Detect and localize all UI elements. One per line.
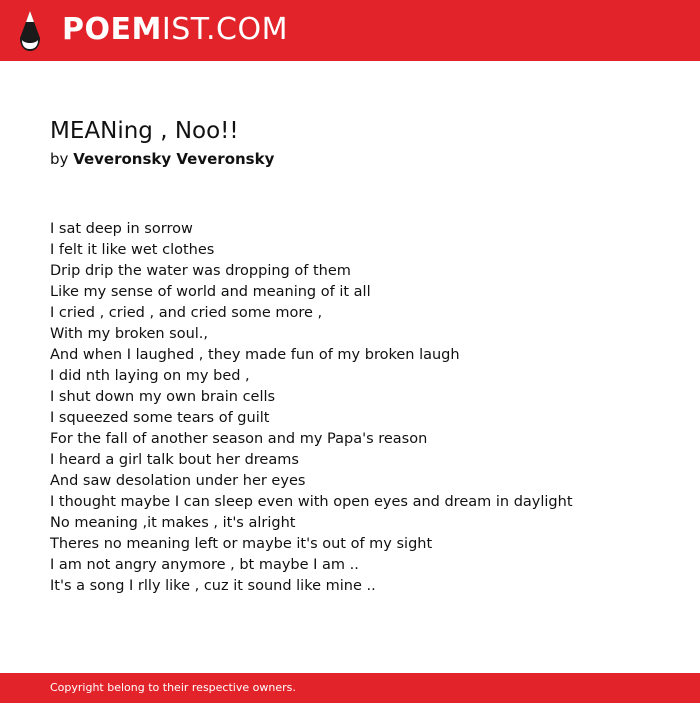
poem-line: And saw desolation under her eyes xyxy=(50,473,306,489)
by-label: by xyxy=(50,150,69,168)
site-footer xyxy=(0,673,700,703)
poem-line: With my broken soul., xyxy=(50,326,209,342)
site-logo-link[interactable] xyxy=(62,11,288,49)
author-name: Veveronsky Veveronsky xyxy=(73,150,275,168)
brand-bold: POEM xyxy=(62,12,162,47)
poem-line: For the fall of another season and my Papa's reason xyxy=(50,431,428,447)
poem-line: I sat deep in sorrow xyxy=(50,221,193,237)
poem-line: I thought maybe I can sleep even with open eyes and dream in daylight xyxy=(50,494,573,510)
poem-line: Like my sense of world and meaning of it all xyxy=(50,284,371,300)
poem-line: No meaning ,it makes , it's alright xyxy=(50,515,296,531)
byline xyxy=(50,148,274,170)
poem-line: I heard a girl talk bout her dreams xyxy=(50,452,299,468)
copyright-text: Copyright belong to their respective owners. xyxy=(50,681,296,694)
poem-line: It's a song I rlly like , cuz it sound like mine .. xyxy=(50,578,376,594)
poem-line: I cried , cried , and cried some more , xyxy=(50,305,323,321)
poem-line: I am not angry anymore , bt maybe I am .. xyxy=(50,557,359,573)
poem-line: Drip drip the water was dropping of them xyxy=(50,263,351,279)
site-header xyxy=(0,0,700,61)
poem-line: I shut down my own brain cells xyxy=(50,389,276,405)
poem-line: I did nth laying on my bed , xyxy=(50,368,250,384)
poem-line: Theres no meaning left or maybe it's out of my sight xyxy=(50,536,433,552)
poem-line: And when I laughed , they made fun of my broken laugh xyxy=(50,347,460,363)
poem-line: I squeezed some tears of guilt xyxy=(50,410,270,426)
poem-title: MEANing , Noo!! xyxy=(50,118,239,144)
poem-body xyxy=(50,219,573,597)
poem-line: I felt it like wet clothes xyxy=(50,242,215,258)
brand-light: IST.COM xyxy=(161,12,288,47)
pencil-tip-icon[interactable] xyxy=(18,10,42,52)
